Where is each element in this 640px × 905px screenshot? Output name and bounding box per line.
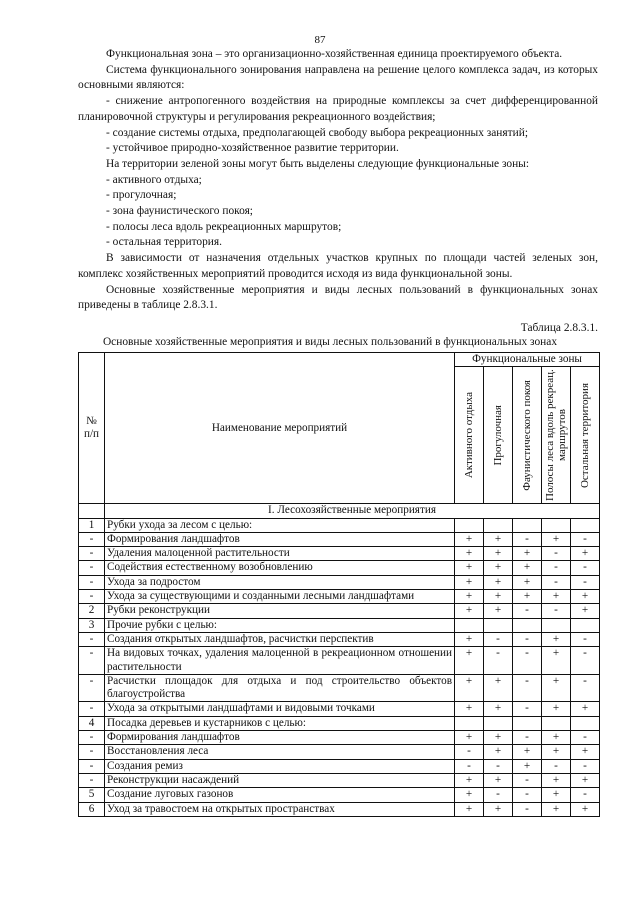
measure-name: Расчистки площадок для отдыха и под строительство объектов благоустройства xyxy=(105,674,455,702)
header-zones: Функциональные зоны xyxy=(455,353,600,367)
zone-mark: - xyxy=(513,773,542,787)
zone-mark: + xyxy=(455,731,484,745)
row-number: 5 xyxy=(79,788,105,802)
row-number: - xyxy=(79,674,105,702)
zone-mark xyxy=(542,518,571,532)
zone-mark: - xyxy=(513,647,542,675)
table-row xyxy=(79,716,600,730)
zone-mark: - xyxy=(513,731,542,745)
row-number: - xyxy=(79,547,105,561)
row-number: 4 xyxy=(79,716,105,730)
table-title: Основные хозяйственные мероприятия и виды лесных пользований в функциональных зонах xyxy=(102,336,558,348)
zone-mark: + xyxy=(455,788,484,802)
zone-mark: - xyxy=(542,759,571,773)
zone-mark: + xyxy=(455,547,484,561)
table-row xyxy=(79,788,600,802)
row-number: - xyxy=(79,745,105,759)
zone-mark: + xyxy=(542,802,571,816)
zone-mark xyxy=(513,518,542,532)
measure-name: Ухода за открытыми ландшафтами и видовыми точками xyxy=(105,702,455,716)
paragraph: Основные хозяйственные мероприятия и виды лесных пользований в функциональных зонах приведены в таблице 2.8.3.1. xyxy=(78,283,598,312)
zone-mark: + xyxy=(484,745,513,759)
zone-mark: - xyxy=(571,532,600,546)
header-name: Наименование мероприятий xyxy=(105,353,455,504)
zone-header xyxy=(484,367,513,504)
zone-mark: + xyxy=(542,773,571,787)
zone-mark: + xyxy=(571,745,600,759)
measure-name: Формирования ландшафтов xyxy=(105,731,455,745)
zone-mark: - xyxy=(542,561,571,575)
zone-mark xyxy=(542,716,571,730)
zone-header xyxy=(513,367,542,504)
paragraph: Функциональная зона – это организационно-хозяйственная единица проектируемого объекта. xyxy=(106,48,563,60)
row-number: - xyxy=(79,702,105,716)
body-text xyxy=(78,47,598,314)
zone-mark xyxy=(571,618,600,632)
zone-mark: + xyxy=(484,561,513,575)
zone-mark: - xyxy=(513,604,542,618)
row-number: 6 xyxy=(79,802,105,816)
zone-header-label: Прогулочная xyxy=(492,405,504,466)
table-row xyxy=(79,731,600,745)
zone-header-label: Полосы леса вдоль рекреац. маршрутов xyxy=(544,369,568,502)
zone-list-item: - остальная территория. xyxy=(106,236,222,249)
zone-mark: + xyxy=(484,532,513,546)
zone-mark: + xyxy=(571,547,600,561)
measure-name: Рубки ухода за лесом с целью: xyxy=(105,518,455,532)
zone-mark: + xyxy=(571,590,600,604)
zone-mark: + xyxy=(513,759,542,773)
measure-name: Ухода за существующими и созданными лесными ландшафтами xyxy=(105,590,455,604)
zone-mark: - xyxy=(571,647,600,675)
table-row xyxy=(79,518,600,532)
zone-mark: + xyxy=(455,773,484,787)
row-number: 2 xyxy=(79,604,105,618)
row-number: - xyxy=(79,590,105,604)
measure-name: Содействия естественному возобновлению xyxy=(105,561,455,575)
zone-mark: + xyxy=(484,731,513,745)
zone-mark xyxy=(513,716,542,730)
zone-mark: - xyxy=(542,604,571,618)
row-number: - xyxy=(79,773,105,787)
table-row xyxy=(79,802,600,816)
zone-header-label: Фаунистического покоя xyxy=(521,379,533,491)
zone-mark: - xyxy=(484,632,513,646)
table-row xyxy=(79,547,600,561)
zone-mark: - xyxy=(513,632,542,646)
zone-mark: - xyxy=(455,745,484,759)
page-number: 87 xyxy=(314,34,326,46)
zone-mark: + xyxy=(542,632,571,646)
paragraph: На территории зеленой зоны могут быть выделены следующие функциональные зоны: xyxy=(106,157,529,170)
zone-mark: + xyxy=(542,731,571,745)
row-number: - xyxy=(79,632,105,646)
bullet-item: - устойчивое природно-хозяйственное развитие территории. xyxy=(106,142,399,155)
zone-mark: + xyxy=(542,674,571,702)
zone-list-item: - полосы леса вдоль рекреационных маршрутов; xyxy=(106,220,342,233)
zone-mark: + xyxy=(513,745,542,759)
zone-list-item: - активного отдыха; xyxy=(106,173,202,186)
zone-mark: + xyxy=(484,604,513,618)
measure-name: Реконструкции насаждений xyxy=(105,773,455,787)
zone-mark: - xyxy=(513,532,542,546)
table-row xyxy=(79,647,600,675)
measure-name: Восстановления леса xyxy=(105,745,455,759)
zone-mark: - xyxy=(513,788,542,802)
zone-header xyxy=(542,367,571,504)
measure-name: На видовых точках, удаления малоценной в рекреационном отношении растительности xyxy=(105,647,455,675)
table-row xyxy=(79,575,600,589)
zone-mark: + xyxy=(571,604,600,618)
measure-name: Удаления малоценной растительности xyxy=(105,547,455,561)
zone-mark: - xyxy=(571,632,600,646)
zone-mark: + xyxy=(542,745,571,759)
row-number: - xyxy=(79,731,105,745)
measure-name: Создание луговых газонов xyxy=(105,788,455,802)
zone-mark: - xyxy=(571,575,600,589)
table-row xyxy=(79,632,600,646)
zone-mark xyxy=(542,618,571,632)
paragraph: В зависимости от назначения отдельных участков крупных по площади частей зеленых зон, комплекс хозяйственных мероприятий проводится исходя из вида функциональной зоны. xyxy=(78,252,598,280)
zone-mark: - xyxy=(542,575,571,589)
zone-mark: + xyxy=(455,674,484,702)
table-row xyxy=(79,561,600,575)
zone-mark: + xyxy=(484,547,513,561)
row-number: - xyxy=(79,759,105,773)
zone-mark: + xyxy=(455,702,484,716)
zone-mark: - xyxy=(571,788,600,802)
zone-mark: + xyxy=(571,702,600,716)
zone-mark: + xyxy=(513,590,542,604)
measure-name: Уход за травостоем на открытых пространствах xyxy=(105,802,455,816)
table-label: Таблица 2.8.3.1. xyxy=(520,322,598,334)
zone-mark xyxy=(571,518,600,532)
measure-name: Посадка деревьев и кустарников с целью: xyxy=(105,716,455,730)
zone-header xyxy=(455,367,484,504)
zone-mark: + xyxy=(571,773,600,787)
zone-mark: - xyxy=(484,759,513,773)
zone-mark: - xyxy=(571,561,600,575)
row-number: - xyxy=(79,532,105,546)
zone-mark: - xyxy=(571,674,600,702)
zone-mark: + xyxy=(513,575,542,589)
zone-mark: + xyxy=(455,647,484,675)
bullet-item: - снижение антропогенного воздействия на природные комплексы за счет дифференцированной планировочной структуры и регулирования рекреационного воздействия; xyxy=(78,95,598,123)
zone-mark: + xyxy=(513,547,542,561)
zone-mark xyxy=(484,716,513,730)
table-row xyxy=(79,604,600,618)
zone-mark: - xyxy=(513,702,542,716)
table-row xyxy=(79,759,600,773)
bullet-item: - создание системы отдыха, предполагающей свободу выбора рекреационных занятий; xyxy=(106,126,528,139)
measure-name: Ухода за подростом xyxy=(105,575,455,589)
zone-mark: + xyxy=(542,702,571,716)
table-row xyxy=(79,618,600,632)
zone-header xyxy=(571,367,600,504)
measure-name: Рубки реконструкции xyxy=(105,604,455,618)
zone-mark: + xyxy=(455,532,484,546)
zone-mark: - xyxy=(484,788,513,802)
zone-header-label: Остальная территория xyxy=(579,382,592,488)
zone-mark: + xyxy=(484,773,513,787)
measures-table xyxy=(78,352,600,817)
zone-mark xyxy=(455,618,484,632)
zone-mark: + xyxy=(455,575,484,589)
zone-mark: + xyxy=(513,561,542,575)
table-row xyxy=(79,745,600,759)
zone-mark xyxy=(455,716,484,730)
zone-mark: + xyxy=(455,632,484,646)
zone-mark: + xyxy=(484,702,513,716)
table-row xyxy=(79,773,600,787)
zone-mark: - xyxy=(513,674,542,702)
paragraph: Система функционального зонирования направлена на решение целого комплекса задач, из которых основными являются: xyxy=(78,63,598,92)
table-row xyxy=(79,532,600,546)
zone-mark: + xyxy=(484,802,513,816)
zone-mark xyxy=(484,618,513,632)
row-number: - xyxy=(79,561,105,575)
zone-mark xyxy=(513,618,542,632)
zone-list-item: - зона фаунистического покоя; xyxy=(106,205,253,218)
section-heading: I. Лесохозяйственные мероприятия xyxy=(105,504,600,518)
measure-name: Создания открытых ландшафтов, расчистки перспектив xyxy=(105,632,455,646)
zone-mark: + xyxy=(455,561,484,575)
zone-mark xyxy=(571,716,600,730)
zone-mark: + xyxy=(571,802,600,816)
zone-mark xyxy=(455,518,484,532)
table-row xyxy=(79,702,600,716)
row-number: 1 xyxy=(79,518,105,532)
zone-mark: + xyxy=(484,590,513,604)
zone-mark: + xyxy=(542,590,571,604)
zone-mark: - xyxy=(513,802,542,816)
zone-mark: - xyxy=(455,759,484,773)
zone-mark: + xyxy=(542,788,571,802)
header-number: № п/п xyxy=(79,353,105,504)
zone-mark: + xyxy=(455,590,484,604)
measure-name: Формирования ландшафтов xyxy=(105,532,455,546)
zone-mark: + xyxy=(455,604,484,618)
zone-mark: - xyxy=(571,731,600,745)
table-row xyxy=(79,590,600,604)
zone-mark: + xyxy=(542,647,571,675)
zone-mark: + xyxy=(455,802,484,816)
zone-mark: + xyxy=(484,674,513,702)
measure-name: Создания ремиз xyxy=(105,759,455,773)
zone-mark: + xyxy=(484,575,513,589)
zone-header-label: Активного отдыха xyxy=(463,392,475,479)
zone-mark: - xyxy=(571,759,600,773)
zone-mark: + xyxy=(542,532,571,546)
measure-name: Прочие рубки с целью: xyxy=(105,618,455,632)
row-number: - xyxy=(79,575,105,589)
row-number: 3 xyxy=(79,618,105,632)
zone-mark: - xyxy=(484,647,513,675)
zone-mark xyxy=(484,518,513,532)
table-row xyxy=(79,674,600,702)
zone-list-item: - прогулочная; xyxy=(106,189,177,202)
zone-mark: - xyxy=(542,547,571,561)
row-number: - xyxy=(79,647,105,675)
